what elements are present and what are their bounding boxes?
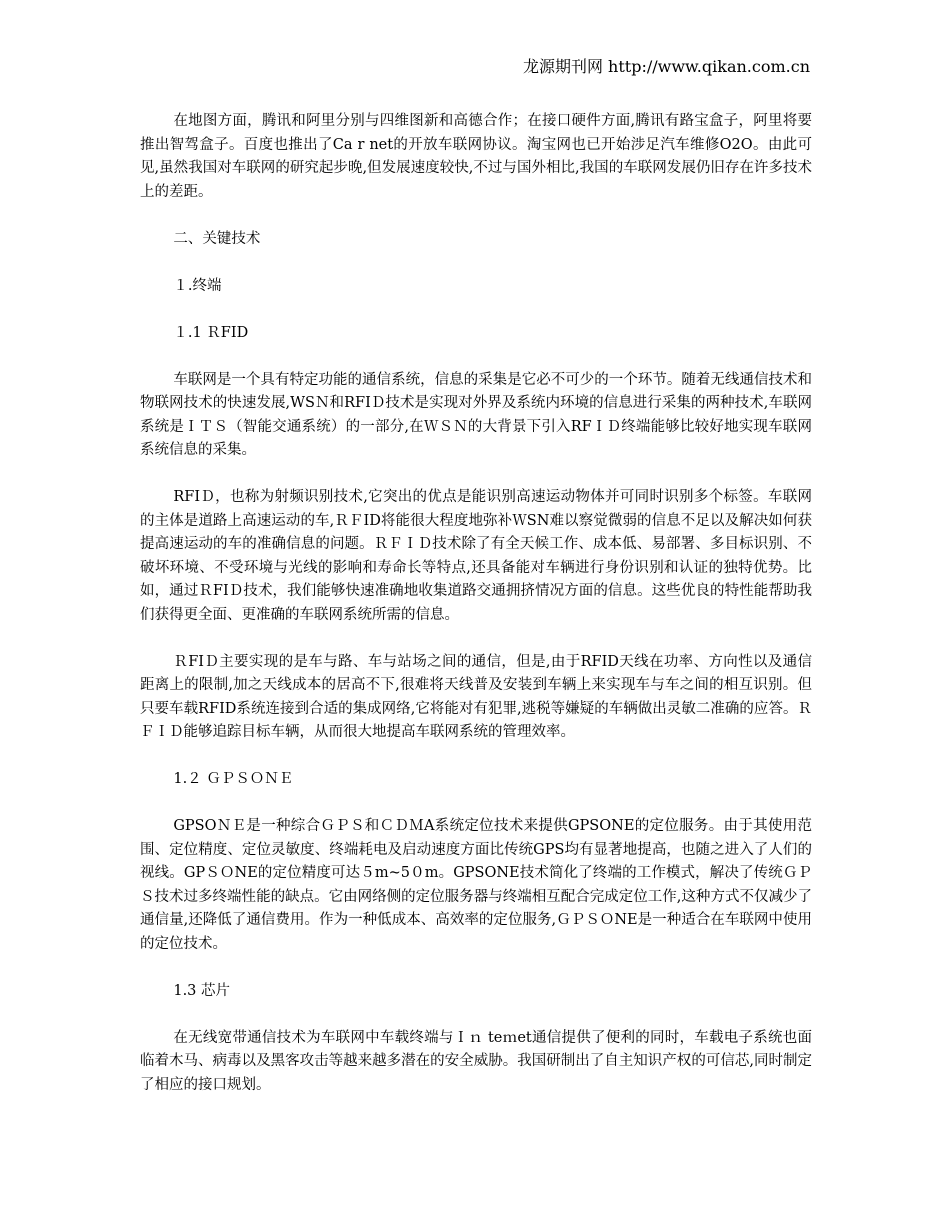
journal-header: 龙源期刊网 http://www.qikan.com.cn [522,57,810,76]
paragraph-intro: 在地图方面，腾讯和阿里分别与四维图新和高德合作；在接口硬件方面,腾讯有路宝盒子，阿里将要推出智驾盒子。百度也推出了Ca r net的开放车联网协议。淘宝网也已开始涉足汽车维修O2O。由此可见,虽然我国对车联网的研究起步晚,但发展速度较快,不过与国外相比,我国的车联网发展仍旧存在许多技术上的差距。 [140,113,812,200]
paragraph-rfid-advantages: RFIＤ，也称为射频识别技术,它突出的优点是能识别高速运动物体并可同时识别多个标签。车联网的主体是道路上高速运动的车,ＲＦID将能很大程度地弥补ＷSN难以察觉微弱的信息不足以及解决如何获提高速运动的车的准确信息的问题。ＲＦＩＤ技术除了有全天候工作、成本低、易部署、多目标识别、不破坏环境、不受环境与光线的影响和寿命长等特点,还具备能对车辆进行身份识别和认证的独特优势。比如，通过ＲFIＤ技术，我们能够快速准确地收集道路交通拥挤情况方面的信息。这些优良的特性能帮助我们获得更全面、更准确的车联网系统所需的信息。 [140,489,812,623]
paragraph-rfid-limits: ＲFIＤ主要实现的是车与路、车与站场之间的通信，但是,由于RFID天线在功率、方向性以及通信距离上的限制,加之天线成本的居高不下,很难将天线普及安装到车辆上来实现车与车之间的相互识别。但只要车载RFID系统连接到合适的集成网络,它将能对有犯罪,逃税等嫌疑的车辆做出灵敏二准确的应答。ＲＦＩＤ能够追踪目标车辆，从而很大地提高车联网系统的管理效率。 [140,653,812,740]
paragraph-gpsone: GPSOＮＥ是一种综合ＧＰＳ和ＣＤＭA系统定位技术来提供GPSONE的定位服务。由于其使用范围、定位精度、定位灵敏度、终端耗电及启动速度方面比传统GPS均有显著地提高，也随之进入了人们的视线。GPＳＯNE的定位精度可达５m~5０m。GPSONE技术简化了终端的工作模式，解决了传统ＧＰＳ技术过多终端性能的缺点。它由网络侧的定位服务器与终端相互配合完成定位工作,这种方式不仅减少了通信量,还降低了通信费用。作为一种低成本、高效率的定位服务,ＧＰＳＯNE是一种适合在车联网中使用的定位技术。 [140,818,812,952]
subsection-heading-gpsone: 1.２ ＧＰＳＯＮＥ [173,771,294,787]
subsection-heading-terminal: １.终端 [173,277,222,294]
article-body [140,110,812,1121]
subsection-heading-rfid: １.1 ＲFID [173,324,249,341]
subsection-heading-chip: 1.3 芯片 [173,982,231,999]
paragraph-rfid-intro: 车联网是一个具有特定功能的通信系统，信息的采集是它必不可少的一个环节。随着无线通信技术和物联网技术的快速发展,WSＮ和RFIＤ技术是实现对外界及系统内环境的信息进行采集的两种技术,车联网系统是ＩＴＳ（智能交通系统）的一部分,在ＷＳＮ的大背景下引入RFＩＤ终端能够比较好地实现车联网系统信息的采集。 [140,371,812,458]
section-heading-key-tech: 二、关键技术 [173,230,261,247]
paragraph-chip: 在无线宽带通信技术为车联网中车载终端与Ｉｎ teｍet通信提供了便利的同时，车载电子系统也面临着木马、病毒以及黑客攻击等越来越多潜在的安全威胁。我国研制出了自主知识产权的可信芯,同时制定了相应的接口规划。 [140,1029,812,1093]
